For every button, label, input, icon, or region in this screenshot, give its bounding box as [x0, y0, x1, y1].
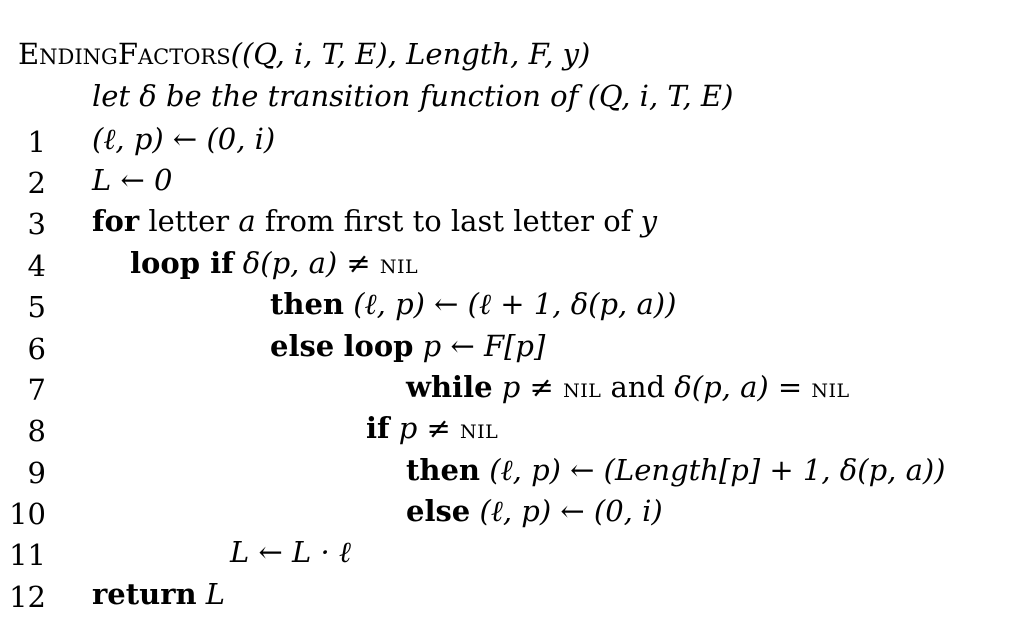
code-token: loop if — [130, 246, 234, 280]
code-token: return — [92, 577, 197, 611]
code-line-4 — [130, 246, 419, 280]
code-line-10 — [406, 494, 663, 528]
code-token: L ← L · ℓ — [230, 535, 351, 569]
code-token: while — [406, 370, 493, 404]
line-number-11: 11 — [9, 538, 46, 572]
code-token: from first to last letter of — [255, 204, 641, 238]
code-token: (ℓ, p) ← (0, i) — [470, 494, 663, 528]
code-token: a — [238, 204, 256, 238]
title-name: ENDINGFACTORS — [18, 37, 231, 71]
line-number-1: 1 — [27, 125, 46, 159]
line-number-6: 6 — [27, 332, 46, 366]
code-line-9 — [406, 453, 946, 487]
code-line-5 — [270, 287, 677, 321]
code-token: p ← F[p] — [413, 329, 546, 363]
code-token: p ≠ — [389, 411, 461, 445]
code-token: y — [640, 204, 658, 238]
code-token: (ℓ, p) ← (ℓ + 1, δ(p, a)) — [344, 287, 677, 321]
title-args: ((Q, i, T, E), Length, F, y) — [230, 37, 591, 71]
line-number-7: 7 — [27, 373, 46, 407]
code-token: if — [366, 411, 390, 445]
code-token: NIL — [460, 421, 499, 443]
code-token: NIL — [811, 380, 850, 402]
code-token: L — [196, 577, 226, 611]
code-line-11 — [230, 535, 351, 569]
code-token: δ(p, a) ≠ — [233, 246, 380, 280]
code-line-8 — [366, 411, 499, 445]
code-token: else — [406, 494, 471, 528]
code-line-7 — [406, 370, 850, 404]
code-line-12 — [92, 577, 226, 611]
code-token: then — [270, 287, 345, 321]
line-number-10: 10 — [9, 497, 46, 531]
line-number-8: 8 — [27, 414, 46, 448]
code-token: δ(p, a) = — [674, 370, 812, 404]
code-line-2 — [92, 163, 173, 197]
code-token: NIL — [379, 256, 419, 278]
code-token: (ℓ, p) ← (Length[p] + 1, δ(p, a)) — [480, 453, 946, 487]
line-number-2: 2 — [27, 166, 46, 200]
code-token: and — [601, 370, 675, 404]
code-token: (ℓ, p) ← (0, i) — [92, 122, 276, 156]
code-token: loop — [343, 329, 414, 363]
code-token: NIL — [563, 380, 602, 402]
code-line-1 — [92, 122, 276, 156]
line-number-12: 12 — [9, 580, 46, 614]
code-line-3 — [92, 204, 658, 238]
code-token: letter — [139, 204, 239, 238]
algorithm-title — [18, 37, 591, 71]
line-number-9: 9 — [27, 456, 46, 490]
code-token: for — [92, 204, 140, 238]
line-number-4: 4 — [27, 249, 46, 283]
algorithm-comment: let δ be the transition function of (Q, i, T, E) — [92, 79, 734, 113]
code-token: else — [270, 329, 335, 363]
code-line-6 — [270, 329, 546, 363]
line-number-5: 5 — [27, 290, 46, 324]
line-number-3: 3 — [27, 207, 46, 241]
code-token: p ≠ — [492, 370, 564, 404]
code-token: L ← 0 — [92, 163, 173, 197]
code-token: then — [406, 453, 481, 487]
